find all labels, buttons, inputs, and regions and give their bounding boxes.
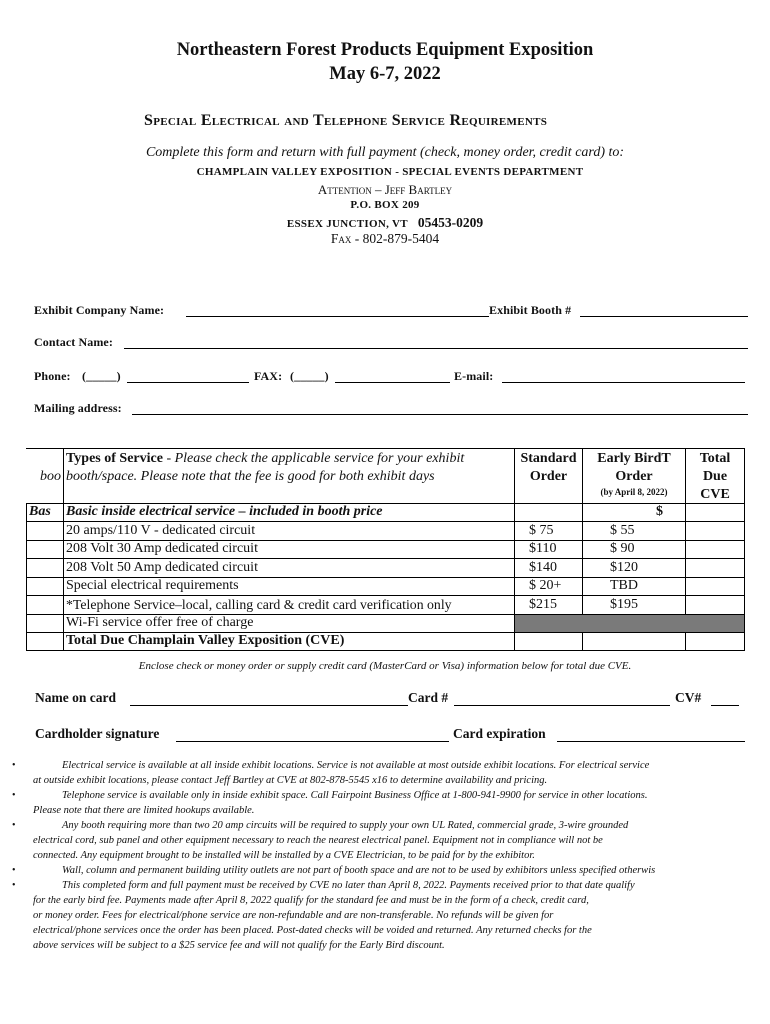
address-po-box: P.O. BOX 209	[350, 199, 420, 211]
service-checkbox[interactable]	[27, 541, 63, 558]
service-row-standard: $215	[529, 597, 557, 612]
email-input[interactable]	[502, 382, 745, 383]
types-of-service-instruction: - Please check the applicable service for your exhibit	[162, 451, 465, 466]
service-row-standard: $140	[529, 560, 557, 575]
service-row-early: TBD	[610, 578, 638, 593]
service-checkbox[interactable]	[27, 522, 63, 540]
early-bird-header-2: Order	[615, 469, 653, 484]
note-item: Electrical service is available at all inside exhibit locations. Service is not available at most outside exhibit locations. For electrical service	[62, 760, 650, 771]
card-number-input[interactable]	[454, 705, 670, 706]
note-item: connected. Any equipment brought to be installed will be installed by a CVE Electrician, to be paid for by the exhibitor.	[33, 850, 535, 861]
early-bird-header-date: (by April 8, 2022)	[600, 487, 668, 497]
service-row-standard: $110	[529, 541, 557, 556]
mailing-address-label: Mailing address:	[34, 401, 122, 415]
wifi-shaded-cells	[515, 615, 744, 632]
service-row-standard: $ 20+	[529, 578, 562, 593]
fax-label: FAX:	[254, 369, 283, 383]
total-due-cell[interactable]	[686, 522, 744, 540]
note-item: Telephone service is available only in inside exhibit space. Call Fairpoint Business Office at 1-800-941-9900 for service in other locations.	[62, 790, 648, 801]
note-item: Any booth requiring more than two 20 amp circuits will be required to supply your own UL Rated, commercial grade, 3-wire grounded	[62, 820, 629, 831]
event-dates: May 6-7, 2022	[329, 64, 441, 84]
total-due-header-3: CVE	[700, 487, 730, 502]
basic-service-checkbox[interactable]	[27, 504, 63, 521]
fax-area-code[interactable]: (_____)	[290, 369, 329, 383]
cardholder-signature-label: Cardholder signature	[35, 726, 160, 741]
dollar-sign: $	[656, 504, 663, 519]
booth-number-label: Exhibit Booth #	[489, 303, 572, 317]
mailing-address-input[interactable]	[132, 414, 748, 415]
cardholder-signature-input[interactable]	[176, 741, 449, 742]
note-item: electrical/phone services once the order has been placed. Post-dated checks will be voided and returned. Any returned checks for the	[33, 925, 592, 936]
card-number-label: Card #	[408, 690, 449, 705]
address-fax: Fax - 802-879-5404	[330, 231, 440, 246]
note-item: for the early bird fee. Payments made after April 8, 2022 qualify for the standard fee and must be in the form of a check, credit card,	[33, 895, 589, 906]
service-row-standard: $ 75	[529, 523, 554, 538]
bullet: •	[12, 790, 16, 801]
note-item: This completed form and full payment must be received by CVE no later than April 8, 2022. Payments received prior to that date qualify	[62, 880, 635, 891]
fax-input[interactable]	[335, 382, 450, 383]
types-of-service-title: Types of Service	[66, 451, 163, 466]
contact-name-label: Contact Name:	[34, 335, 113, 349]
form-subtitle: Special Electrical and Telephone Service Requirements	[144, 112, 548, 129]
types-of-service-header	[66, 451, 464, 467]
address-attention: Attention – Jeff Bartley	[317, 182, 453, 197]
wifi-checkbox[interactable]	[27, 615, 63, 632]
address-zip: 05453-0209	[417, 215, 484, 230]
phone-input[interactable]	[127, 382, 249, 383]
service-row-early: $195	[610, 597, 638, 612]
service-checkbox[interactable]	[27, 559, 63, 577]
note-item: Please note that there are limited hookups available.	[33, 805, 255, 816]
standard-order-header-1: Standard	[520, 451, 577, 466]
service-row-label: Special electrical requirements	[66, 578, 239, 593]
note-item: above services will be subject to a $25 service fee and will not qualify for the Early Bird discount.	[33, 940, 445, 951]
service-row-early: $ 90	[610, 541, 635, 556]
email-label: E-mail:	[454, 369, 494, 383]
phone-label: Phone:	[34, 369, 71, 383]
basic-service-label: Basic inside electrical service – included in booth price	[66, 504, 383, 519]
service-row-early: $ 55	[610, 523, 635, 538]
card-expiration-input[interactable]	[557, 741, 745, 742]
early-bird-header-1: Early BirdT	[597, 451, 671, 466]
types-of-service-clipped: boo	[40, 469, 61, 484]
bullet: •	[12, 865, 16, 876]
name-on-card-input[interactable]	[130, 705, 408, 706]
cv-input[interactable]	[711, 705, 739, 706]
total-due-label: Total Due Champlain Valley Exposition (CVE)	[66, 633, 345, 648]
total-due-header-2: Due	[702, 469, 728, 484]
service-row-early: $120	[610, 560, 638, 575]
service-checkbox[interactable]	[27, 578, 63, 595]
note-item: or money order. Fees for electrical/phone service are non-refundable and are non-transferable. No refunds will be given for	[33, 910, 554, 921]
types-of-service-note: booth/space. Please note that the fee is good for both exhibit days	[66, 469, 435, 484]
address-city: ESSEX JUNCTION, VT	[286, 218, 408, 230]
name-on-card-label: Name on card	[35, 690, 116, 705]
bullet: •	[12, 820, 16, 831]
company-name-row	[34, 303, 164, 318]
service-row-label: 20 amps/110 V - dedicated circuit	[66, 523, 256, 538]
address-organization: CHAMPLAIN VALLEY EXPOSITION - SPECIAL EVENTS DEPARTMENT	[196, 166, 584, 178]
note-item: Wall, column and permanent building utility outlets are not part of booth space and are not to be used by exhibitors unless specified otherwis	[62, 865, 656, 876]
wifi-service-label: Wi-Fi service offer free of charge	[66, 615, 254, 630]
phone-area-code[interactable]: (_____)	[82, 369, 121, 383]
cv-label: CV#	[675, 690, 702, 705]
bullet: •	[12, 760, 16, 771]
total-due-header-1: Total	[699, 451, 731, 466]
contact-name-input[interactable]	[124, 348, 748, 349]
service-row-label: *Telephone Service–local, calling card & credit card verification only	[66, 597, 452, 612]
basic-row-clipped: Bas	[29, 504, 51, 519]
note-item: at outside exhibit locations, please contact Jeff Bartley at CVE at 802-878-5545 x16 to determine availability and pricing.	[33, 775, 548, 786]
note-item: electrical cord, sub panel and other equipment necessary to reach the nearest electrical panel. Equipment not in compliance will not be	[33, 835, 603, 846]
standard-order-header-2: Order	[529, 469, 568, 484]
address-city-line	[0, 214, 770, 232]
card-expiration-label: Card expiration	[453, 726, 546, 741]
service-row-label: 208 Volt 30 Amp dedicated circuit	[66, 541, 258, 556]
service-row-label: 208 Volt 50 Amp dedicated circuit	[66, 560, 258, 575]
booth-number-input[interactable]	[580, 316, 748, 317]
grand-total-cell[interactable]	[686, 633, 744, 650]
enclose-payment-note: Enclose check or money order or supply credit card (MasterCard or Visa) information below for total due CVE.	[138, 660, 632, 672]
company-name-label: Exhibit Company Name:	[34, 303, 165, 317]
form-instructions: Complete this form and return with full payment (check, money order, credit card) to:	[145, 145, 625, 160]
company-name-input[interactable]	[186, 316, 489, 317]
service-checkbox[interactable]	[27, 596, 63, 614]
page-title: Northeastern Forest Products Equipment Exposition	[176, 40, 594, 60]
bullet: •	[12, 880, 16, 891]
